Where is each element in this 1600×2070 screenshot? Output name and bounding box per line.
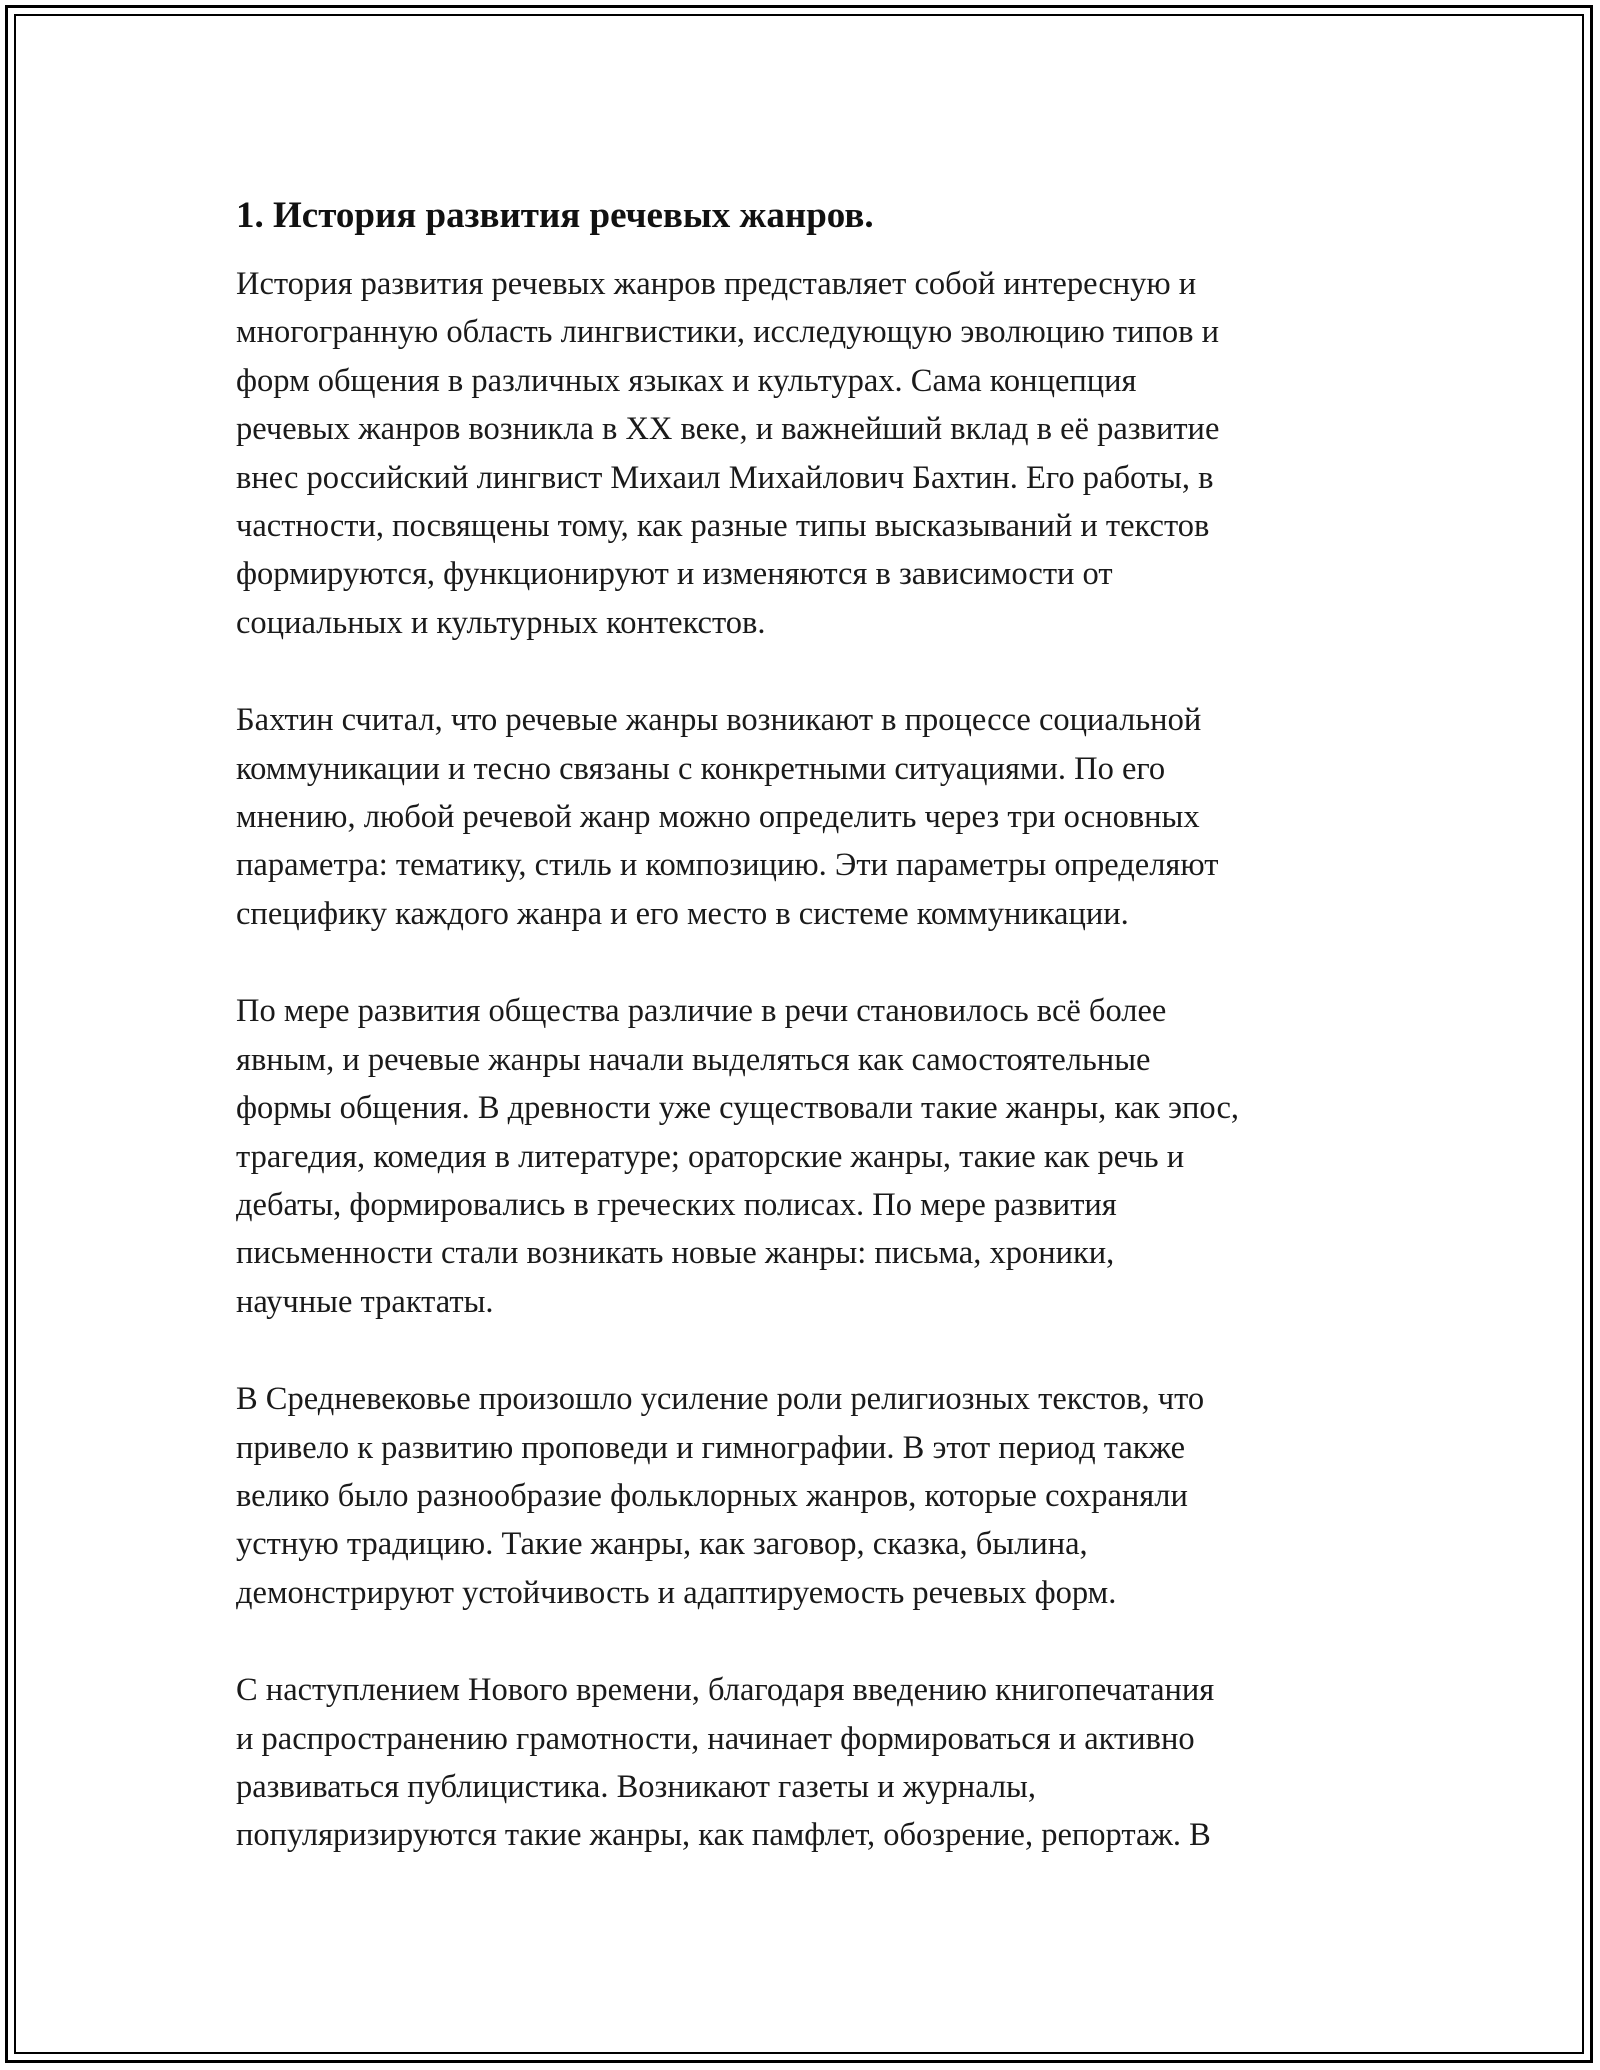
paragraph-5: С наступлением Нового времени, благодаря введению книгопечатания и распространению грамотности, начинает формироваться и активно развиваться публицистика. Возникают газеты и журналы, популяризируются такие жанры, как памфлет, обозрение, репортаж. В — [236, 1672, 1215, 1854]
section-heading: 1. История развития речевых жанров. — [236, 195, 874, 236]
paragraph-1: История развития речевых жанров представляет собой интересную и многогранную область лингвистики, исследующую эволюцию типов и форм общения в различных языках и культурах. Сама концепция речевых жанров возникла в XX веке, и важнейший вклад в её развитие внес российский лингвист Михаил Михайлович Бахтин. Его работы, в частности, посвящены тому, как разные типы высказываний и текстов формируются, функционируют и изменяются в зависимости от социальных и культурных контекстов. — [236, 266, 1220, 641]
document-body — [236, 186, 1386, 1909]
paragraph-2: Бахтин считал, что речевые жанры возникают в процессе социальной коммуникации и тесно связаны с конкретными ситуациями. По его мнению, любой речевой жанр можно определить через три основных параметра: тематику, стиль и композицию. Эти параметры определяют специфику каждого жанра и его место в системе коммуникации. — [236, 702, 1219, 932]
paragraph-3: По мере развития общества различие в речи становилось всё более явным, и речевые жанры начали выделяться как самостоятельные формы общения. В древности уже существовали такие жанры, как эпос, трагедия, комедия в литературе; ораторские жанры, такие как речь и дебаты, формировались в греческих полисах. По мере развития письменности стали возникать новые жанры: письма, хроники, научные трактаты. — [236, 993, 1239, 1320]
paragraph-4: В Средневековье произошло усиление роли религиозных текстов, что привело к развитию проповеди и гимнографии. В этот период также велико было разнообразие фольклорных жанров, которые сохраняли устную традицию. Такие жанры, как заговор, сказка, былина, демонстрируют устойчивость и адаптируемость речевых форм. — [236, 1381, 1205, 1611]
